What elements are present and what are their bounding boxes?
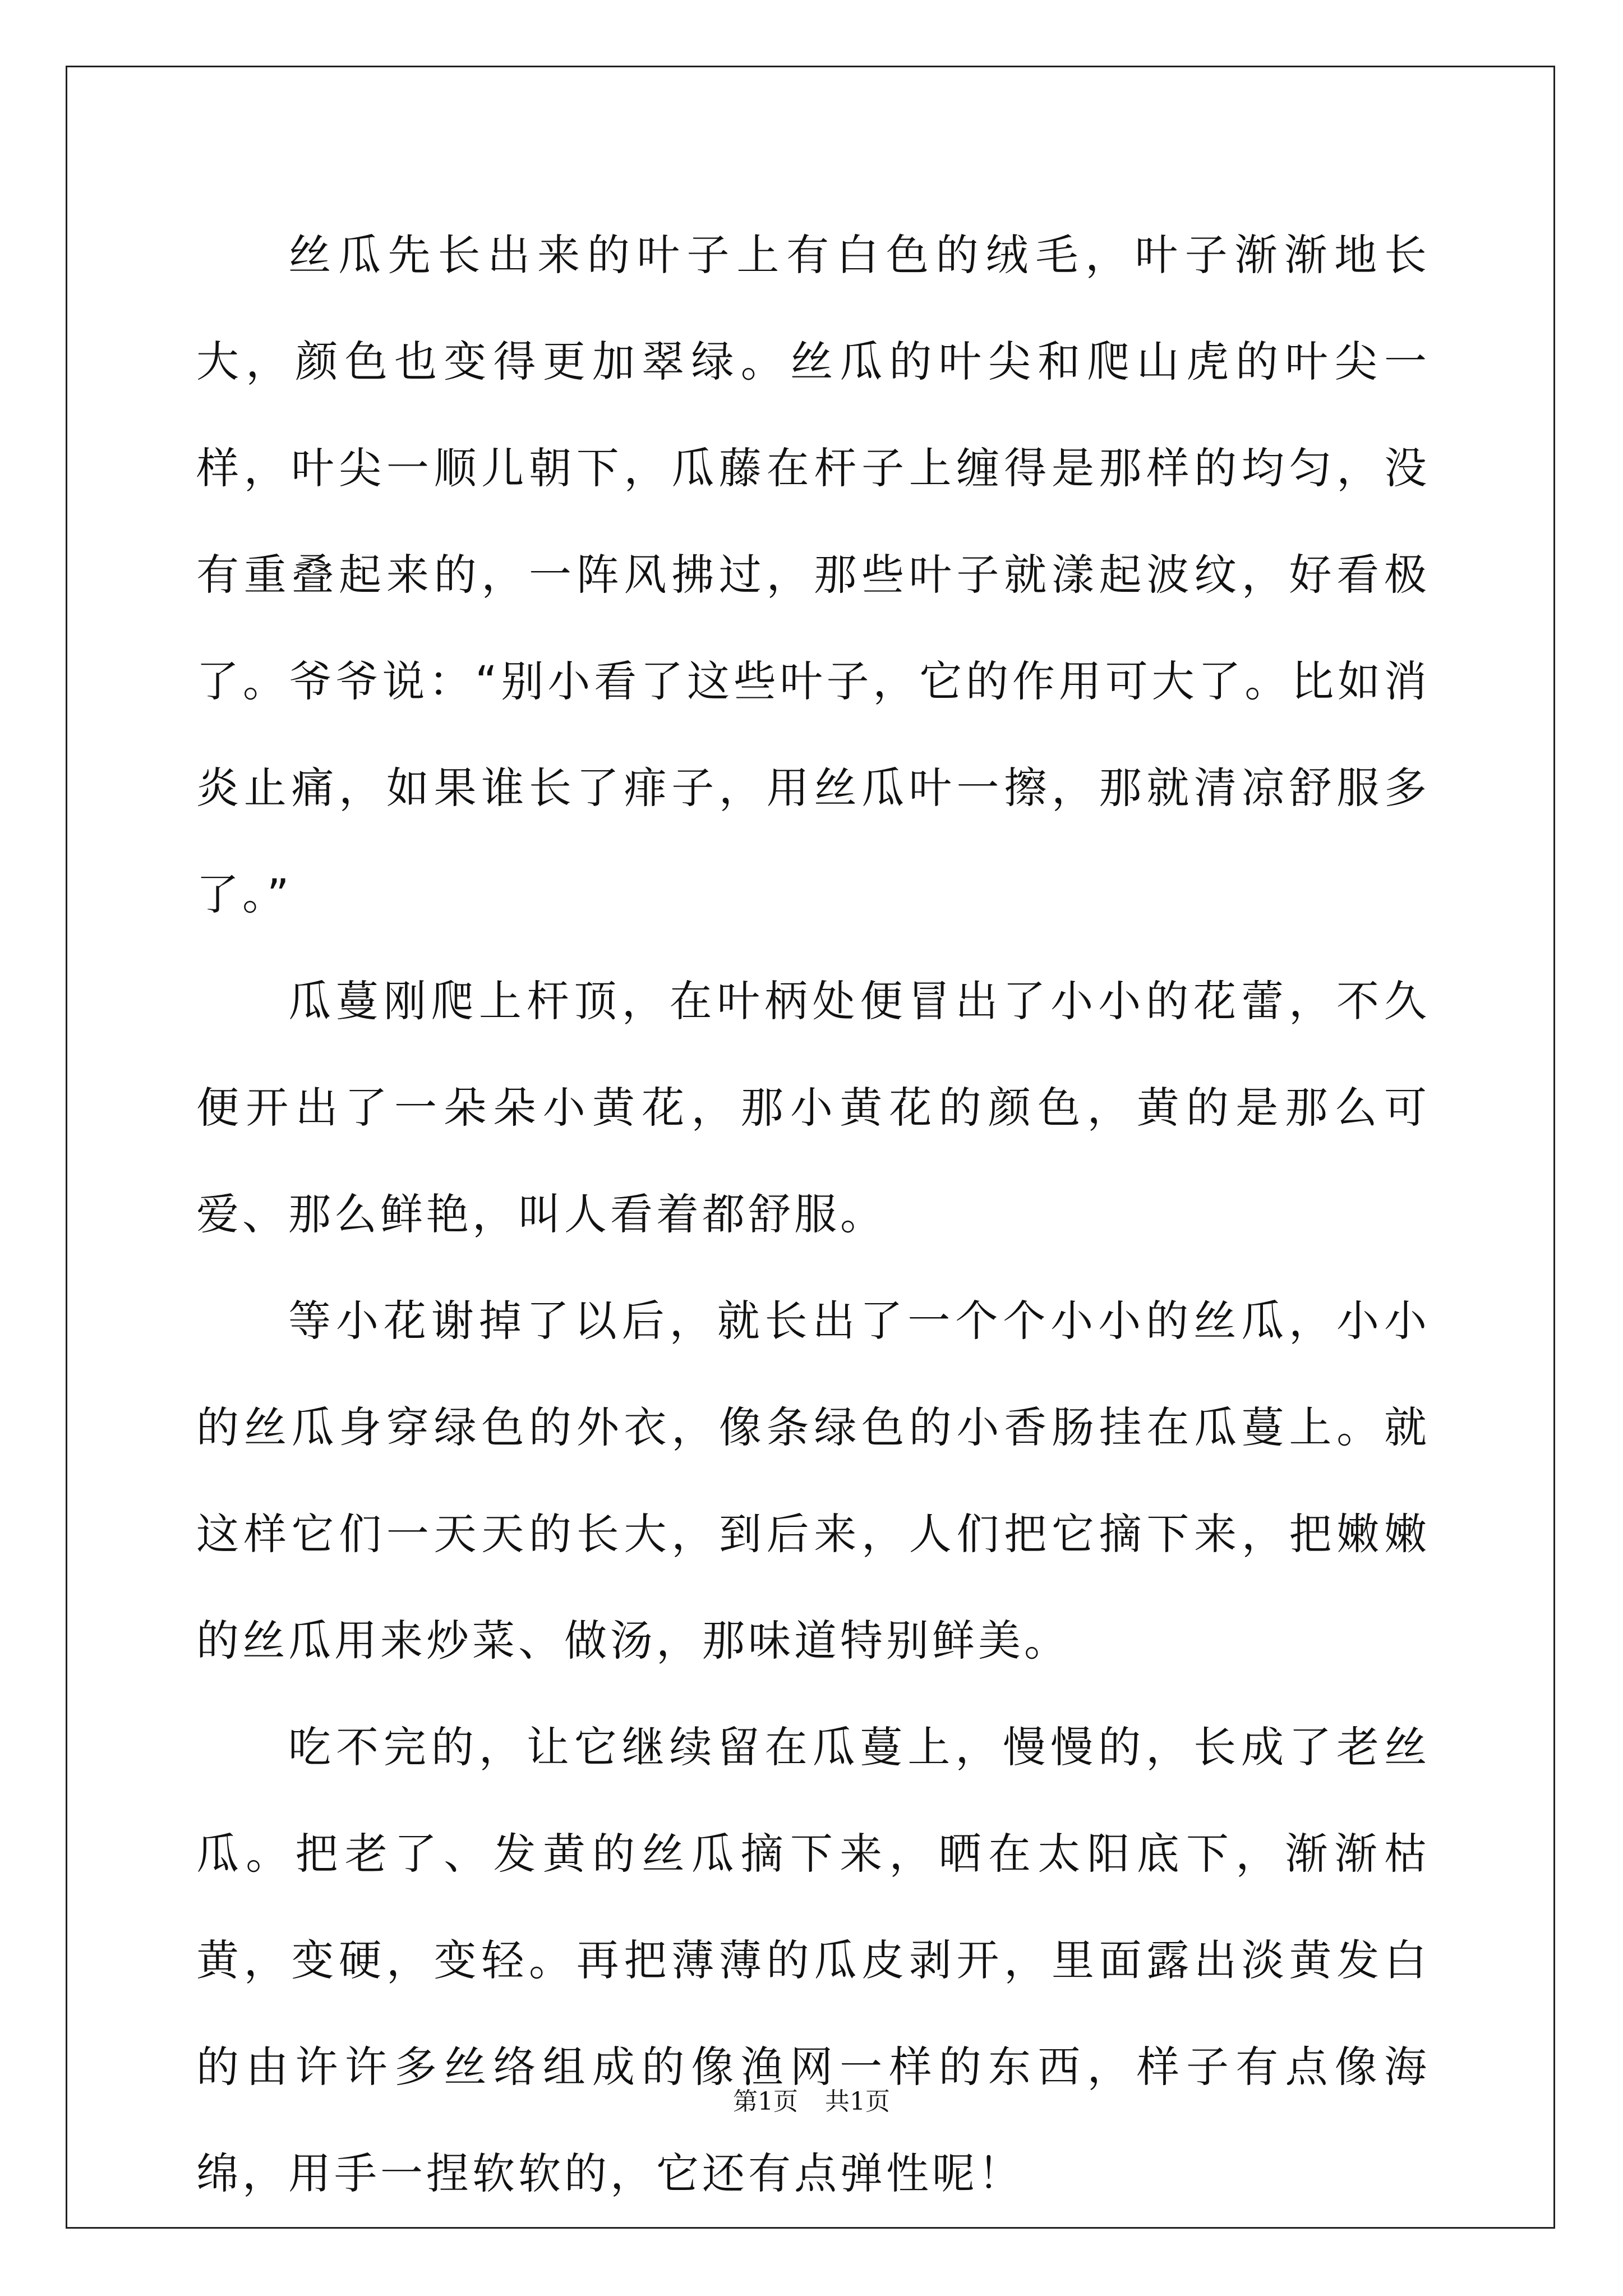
- page-number: 第1页: [733, 2087, 798, 2116]
- paragraph: 瓜蔓刚爬上杆顶，在叶柄处便冒出了小小的花蕾，不久便开出了一朵朵小黄花，那小黄花的颜色，黄的是那么可爱、那么鲜艳，叫人看着都舒服。: [196, 976, 1430, 1239]
- document-body: [196, 202, 1430, 2227]
- paragraph: 等小花谢掉了以后，就长出了一个个小小的丝瓜，小小的丝瓜身穿绿色的外衣，像条绿色的小香肠挂在瓜蔓上。就这样它们一天天的长大，到后来，人们把它摘下来，把嫩嫩的丝瓜用来炒菜、做汤，那味道特别鲜美。: [196, 1296, 1430, 1665]
- paragraph: 吃不完的，让它继续留在瓜蔓上，慢慢的，长成了老丝瓜。把老了、发黄的丝瓜摘下来，晒在太阳底下，渐渐枯黄，变硬，变轻。再把薄薄的瓜皮剥开，里面露出淡黄发白的由许许多丝络组成的像渔网一样的东西，样子有点像海绵，用手一捏软软的，它还有点弹性呢！: [196, 1722, 1430, 2198]
- page-footer: [0, 2081, 1623, 2117]
- page-total: 共1页: [825, 2087, 890, 2116]
- paragraph: 丝瓜先长出来的叶子上有白色的绒毛，叶子渐渐地长大，颜色也变得更加翠绿。丝瓜的叶尖和爬山虎的叶尖一样，叶尖一顺儿朝下，瓜藤在杆子上缠得是那样的均匀，没有重叠起来的，一阵风拂过，那些叶子就漾起波纹，好看极了。爷爷说：“别小看了这些叶子，它的作用可大了。比如消炎止痛，如果谁长了痱子，用丝瓜叶一擦，那就清凉舒服多了。”: [196, 230, 1430, 919]
